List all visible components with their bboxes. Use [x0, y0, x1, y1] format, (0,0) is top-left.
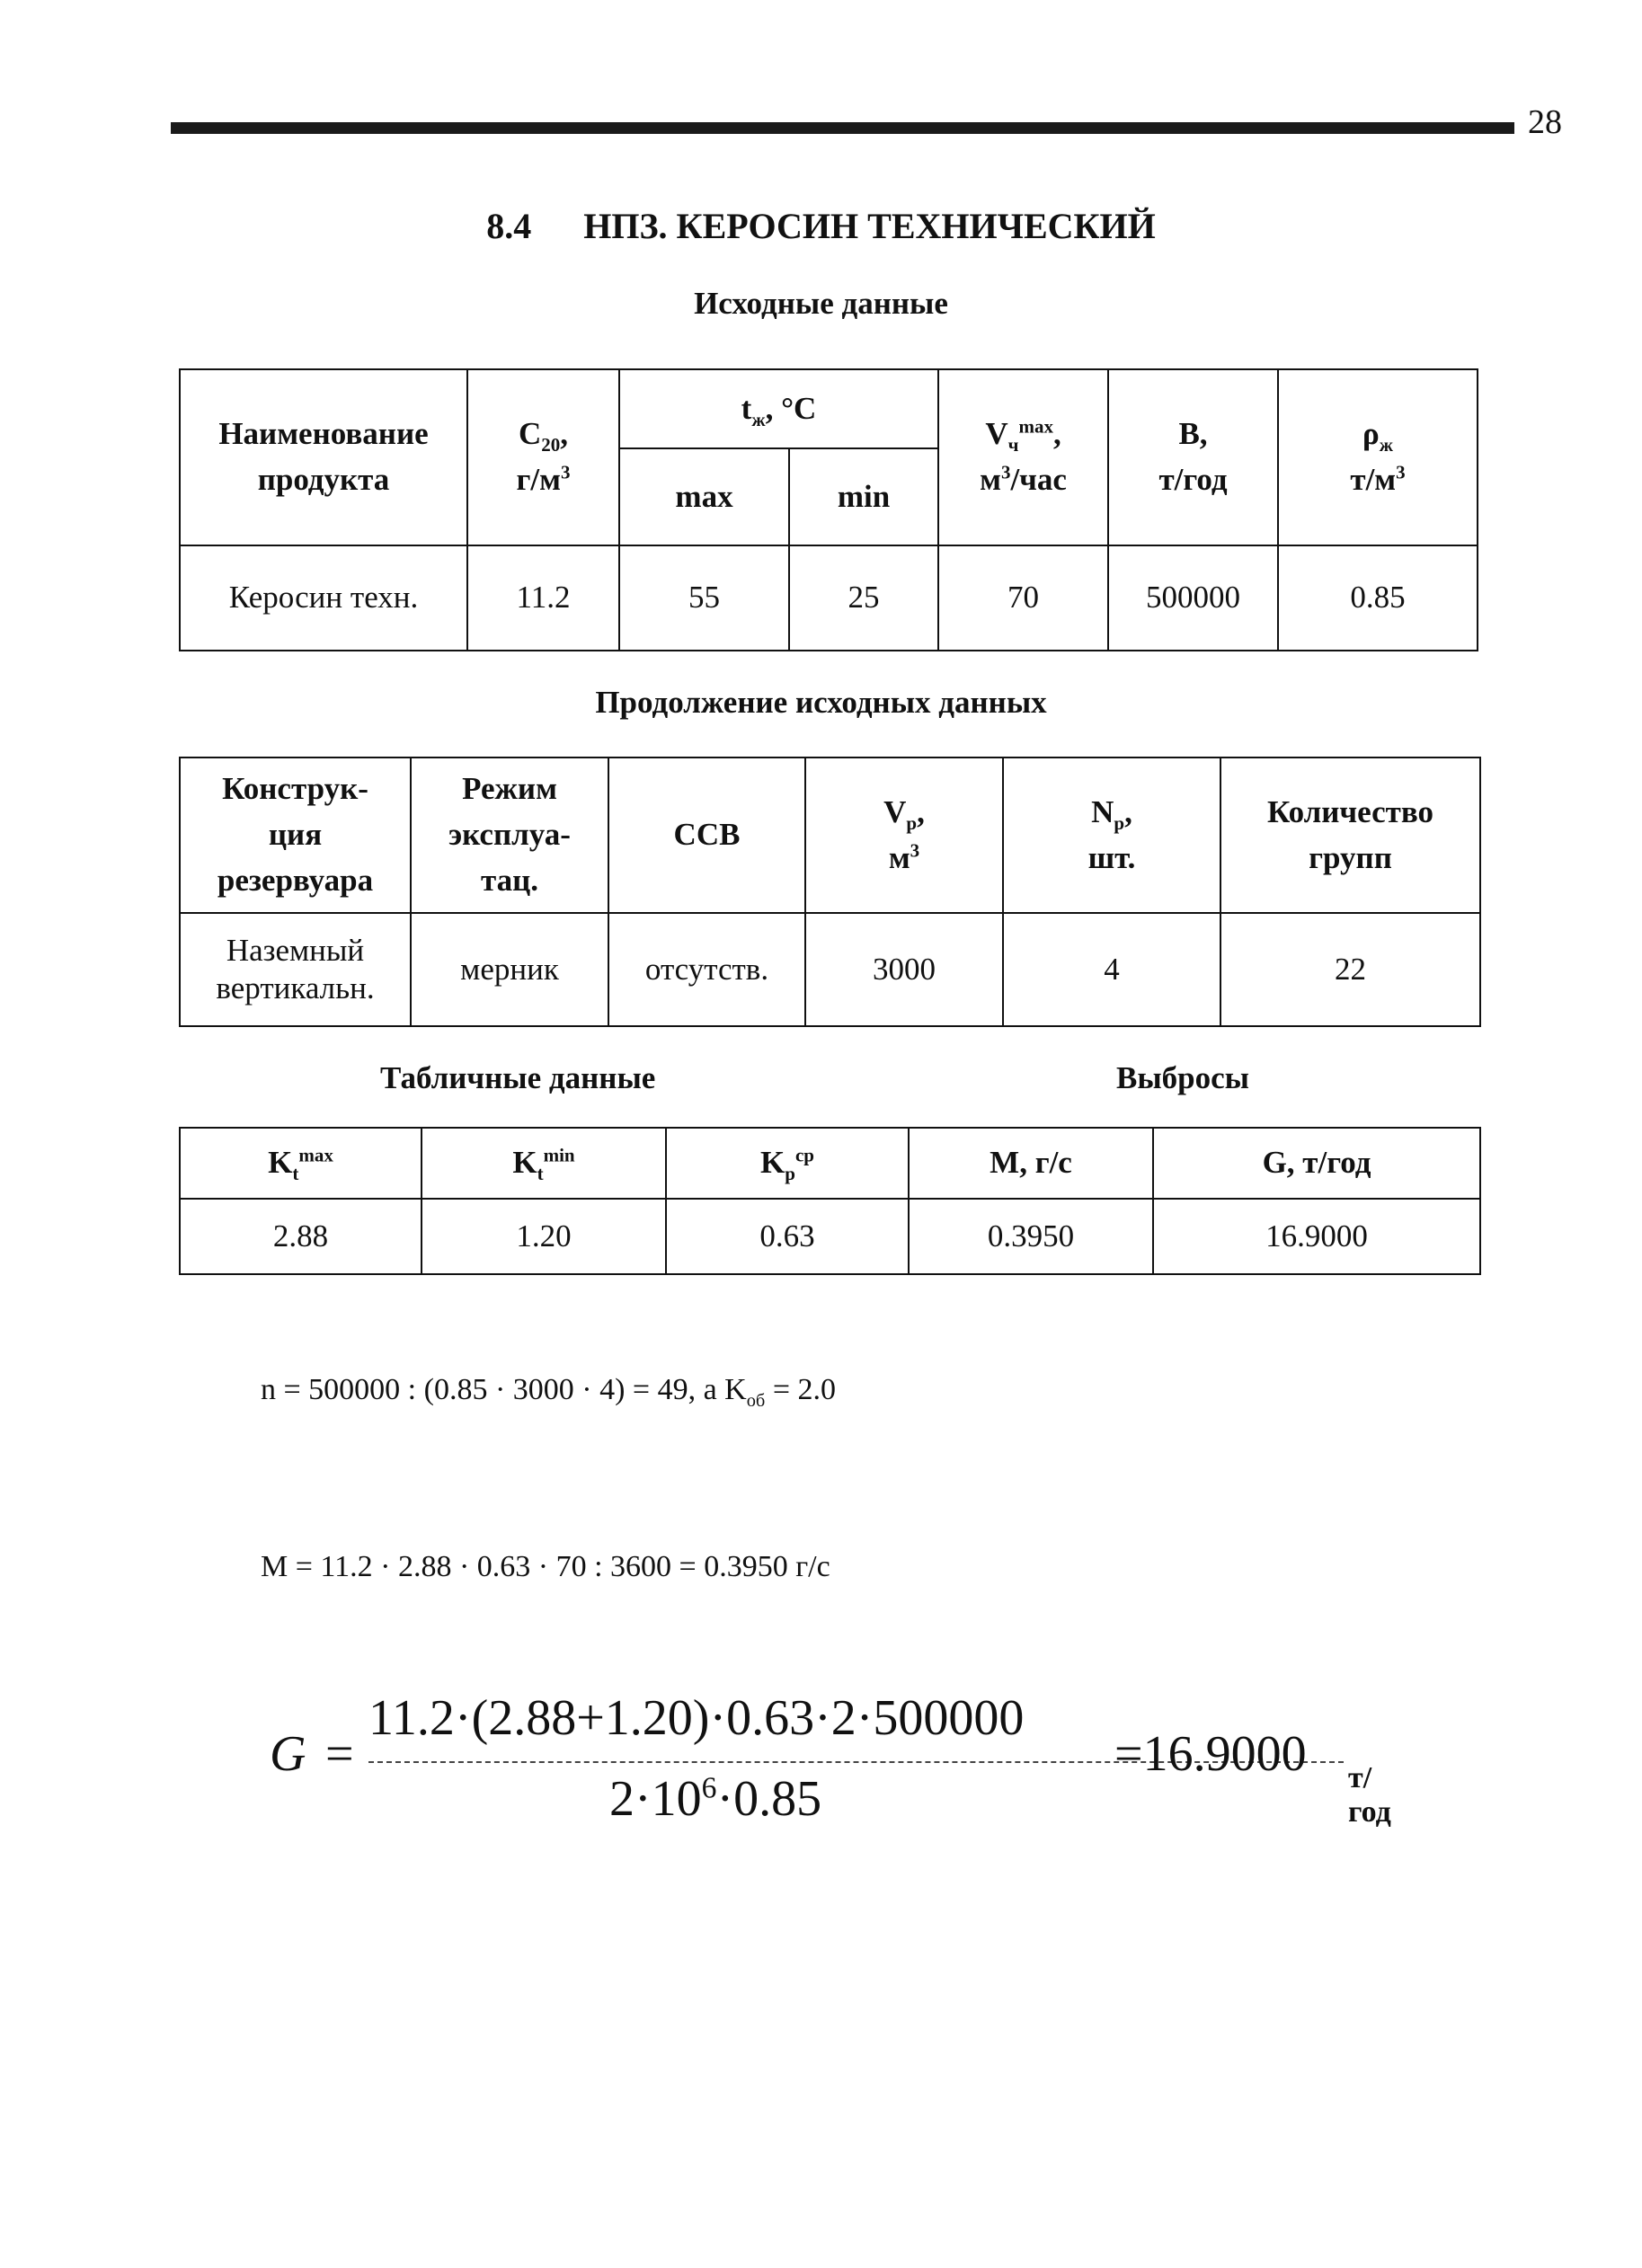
cell-rho: 0.85 — [1278, 545, 1478, 651]
header-product: Наименование продукта — [180, 369, 467, 545]
header-mode: Режим эксплуа- тац. — [411, 757, 608, 913]
formula-variable: G — [270, 1726, 306, 1782]
cell-tmax: 55 — [619, 545, 789, 651]
cell-ssv: отсутств. — [608, 913, 805, 1026]
header-tmin: min — [789, 448, 938, 545]
header-kp: $K_p^{ср}$ — [666, 1128, 909, 1199]
continued-data-table — [179, 757, 1481, 1027]
header-temperature: $t_ж$, °C — [619, 369, 938, 448]
header-np: $N_р$, шт. — [1003, 757, 1220, 913]
formula-equals: = — [325, 1726, 354, 1782]
section-number: 8.4 — [486, 206, 532, 246]
cell-np: 4 — [1003, 913, 1220, 1026]
cell-b: 500000 — [1108, 545, 1278, 651]
cell-kp: 0.63 — [666, 1199, 909, 1274]
cell-kt-max: 2.88 — [180, 1199, 422, 1274]
header-c20: $C_{20}$, $г/м^3$ — [467, 369, 619, 545]
section-title-text: НПЗ. КЕРОСИН ТЕХНИЧЕСКИЙ — [583, 206, 1156, 246]
cell-kt-min: 1.20 — [422, 1199, 666, 1274]
header-b: B, т/год — [1108, 369, 1278, 545]
formula-unit: т/год — [1348, 1761, 1391, 1829]
formula-denominator: $2\cdot 10^6\cdot 0.85$ — [609, 1771, 822, 1827]
cell-v: 70 — [938, 545, 1108, 651]
header-rho: $\rho_ж$ $т/м^3$ — [1278, 369, 1478, 545]
cell-g: 16.9000 — [1153, 1199, 1480, 1274]
header-g: G, т/год — [1153, 1128, 1480, 1199]
cell-c20: 11.2 — [467, 545, 619, 651]
header-m: M, г/с — [909, 1128, 1153, 1199]
header-groups: Количество групп — [1220, 757, 1480, 913]
header-rule — [171, 122, 1514, 134]
n-calculation: n = 500000 : (0.85 · 3000 · 4) = 49, а $K_{об} = 2.0$ — [261, 1373, 836, 1411]
header-vp: $V_р$, $м^3$ — [805, 757, 1003, 913]
emissions-caption: Выбросы — [1116, 1060, 1249, 1095]
header-kt-max: $K_t^{max}$ — [180, 1128, 422, 1199]
initial-data-table — [179, 368, 1478, 651]
cell-groups: 22 — [1220, 913, 1480, 1026]
tabular-data-caption: Табличные данные — [380, 1060, 656, 1095]
cell-m: 0.3950 — [909, 1199, 1153, 1274]
header-tmax: max — [619, 448, 789, 545]
cell-mode: мерник — [411, 913, 608, 1026]
initial-data-caption: Исходные данные — [694, 286, 948, 321]
section-title — [0, 205, 1642, 247]
header-construction: Конструк- ция резервуара — [180, 757, 411, 913]
formula-numerator: 11.2·(2.88+1.20)·0.63·2·500000 — [368, 1690, 1025, 1746]
cell-tmin: 25 — [789, 545, 938, 651]
header-kt-min: $K_t^{min}$ — [422, 1128, 666, 1199]
tabular-data-table — [179, 1127, 1481, 1275]
m-calculation: M = 11.2 · 2.88 · 0.63 · 70 : 3600 = 0.3950 г/с — [261, 1550, 830, 1583]
header-v: $V_ч^{max}$, $м^3$/час — [938, 369, 1108, 545]
cell-vp: 3000 — [805, 913, 1003, 1026]
continued-data-caption: Продолжение исходных данных — [595, 685, 1047, 720]
cell-product: Керосин техн. — [180, 545, 467, 651]
page-number: 28 — [1528, 103, 1562, 141]
cell-construction: Наземный вертикальн. — [180, 913, 411, 1026]
formula-result: =16.9000 — [1114, 1726, 1307, 1782]
header-ssv: ССВ — [608, 757, 805, 913]
